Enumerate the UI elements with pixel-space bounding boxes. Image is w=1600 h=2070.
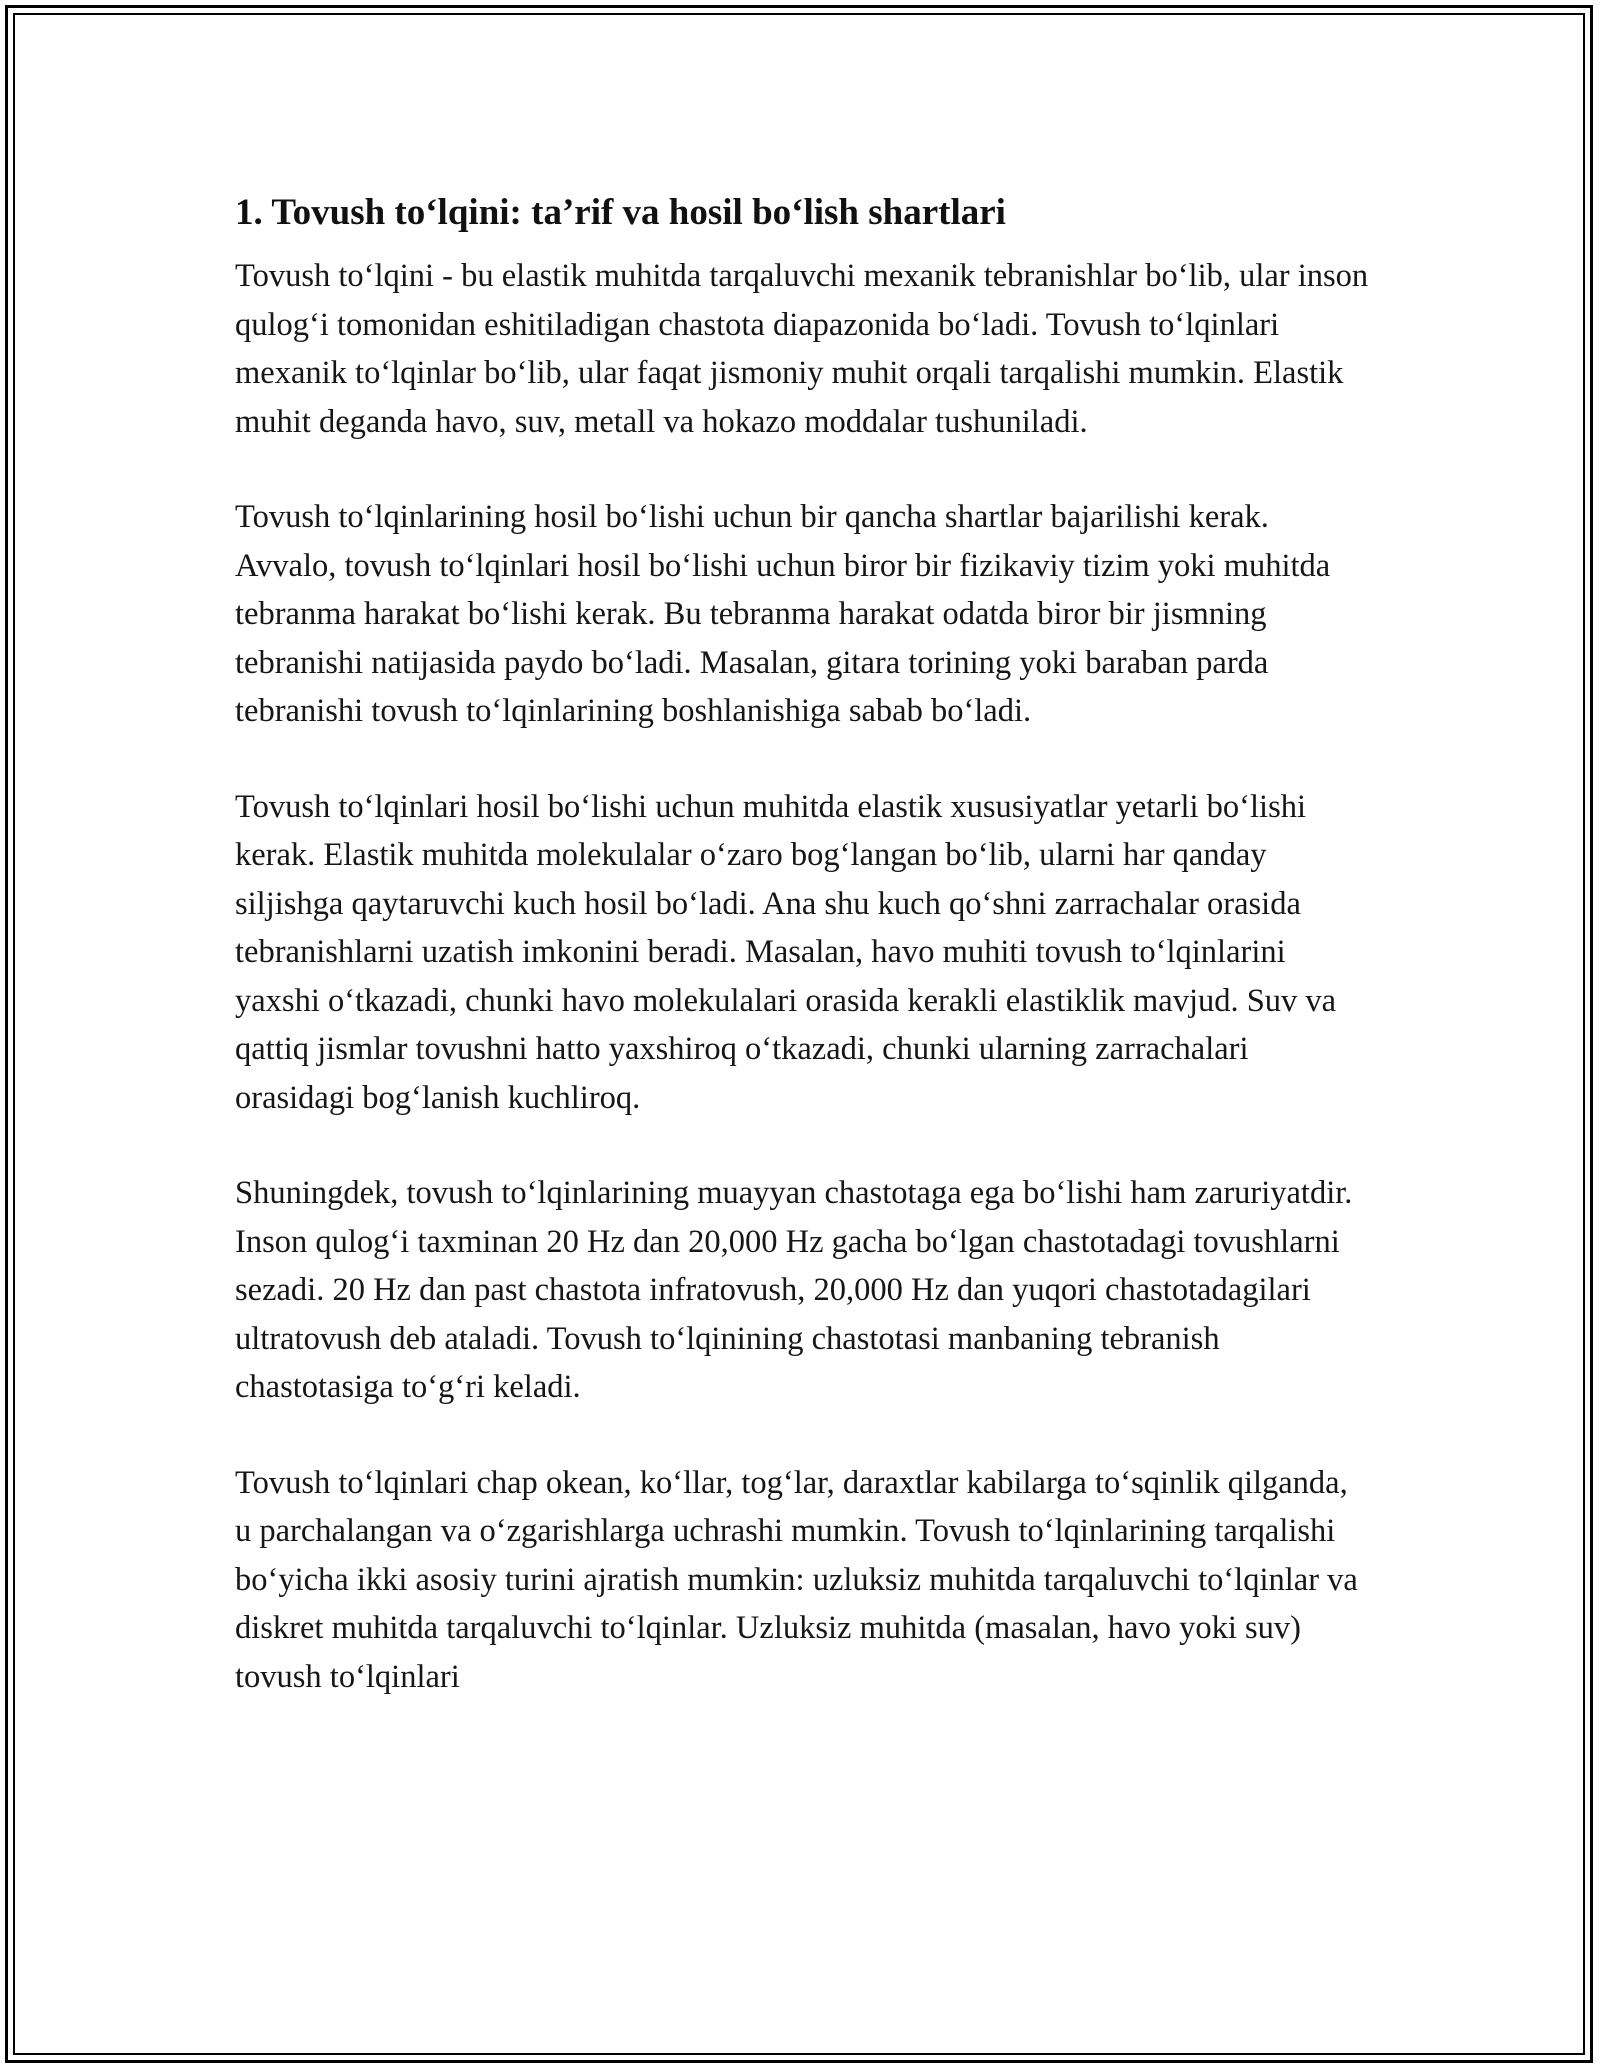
section-heading: 1. Tovush to‘lqini: ta’rif va hosil bo‘lish shartlari: [235, 192, 1006, 233]
paragraph-frequency: Shuningdek, tovush to‘lqinlarining muayyan chastotaga ega bo‘lishi ham zaruriyatdir. Inson qulog‘i taxminan 20 Hz dan 20,000 Hz gacha bo‘lgan chastotadagi tovushlarni sezadi. 20 Hz dan past chastota infratovush, 20,000 Hz dan yuqori chastotadagilari ultratovush deb ataladi. Tovush to‘lqinining chastotasi manbaning tebranish chastotasiga to‘g‘ri keladi.: [235, 1175, 1353, 1405]
paragraph-elastic-properties: Tovush to‘lqinlari hosil bo‘lishi uchun muhitda elastik xususiyatlar yetarli bo‘lishi kerak. Elastik muhitda molekulalar o‘zaro bog‘langan bo‘lib, ularni har qanday siljishga qaytaruvchi kuch hosil bo‘ladi. Ana shu kuch qo‘shni zarrachalar orasida tebranishlarni uzatish imkonini beradi. Masalan, havo muhiti tovush to‘lqinlarini yaxshi o‘tkazadi, chunki havo molekulalari orasida kerakli elastiklik mavjud. Suv va qattiq jismlar tovushni hatto yaxshiroq o‘tkazadi, chunki ularning zarrachalari orasidagi bog‘lanish kuchliroq.: [235, 788, 1337, 1116]
paragraph-propagation: Tovush to‘lqinlari chap okean, ko‘llar, tog‘lar, daraxtlar kabilarga to‘sqinlik qilganda, u parchalangan va o‘zgarishlarga uchrashi mumkin. Tovush to‘lqinlarining tarqalishi bo‘yicha ikki asosiy turini ajratish mumkin: uzluksiz muhitda tarqaluvchi to‘lqinlar va diskret muhitda tarqaluvchi to‘lqinlar. Uzluksiz muhitda (masalan, havo yoki suv) tovush to‘lqinlari: [235, 1464, 1358, 1695]
paragraph-formation-conditions: Tovush to‘lqinlarining hosil bo‘lishi uchun bir qancha shartlar bajarilishi kerak. Avvalo, tovush to‘lqinlari hosil bo‘lishi uchun biror bir fizikaviy tizim yoki muhitda tebranma harakat bo‘lishi kerak. Bu tebranma harakat odatda biror bir jismning tebranishi natijasida paydo bo‘ladi. Masalan, gitara torining yoki baraban parda tebranishi tovush to‘lqinlarining boshlanishiga sabab bo‘ladi.: [235, 499, 1331, 729]
document-body: [235, 188, 1370, 1701]
paragraph-definition: Tovush to‘lqini - bu elastik muhitda tarqaluvchi mexanik tebranishlar bo‘lib, ular inson qulog‘i tomonidan eshitiladigan chastota diapazonida bo‘ladi. Tovush to‘lqinlari mexanik to‘lqinlar bo‘lib, ular faqat jismoniy muhit orqali tarqalishi mumkin. Elastik muhit deganda havo, suv, metall va hokazo moddalar tushuniladi.: [235, 258, 1369, 440]
